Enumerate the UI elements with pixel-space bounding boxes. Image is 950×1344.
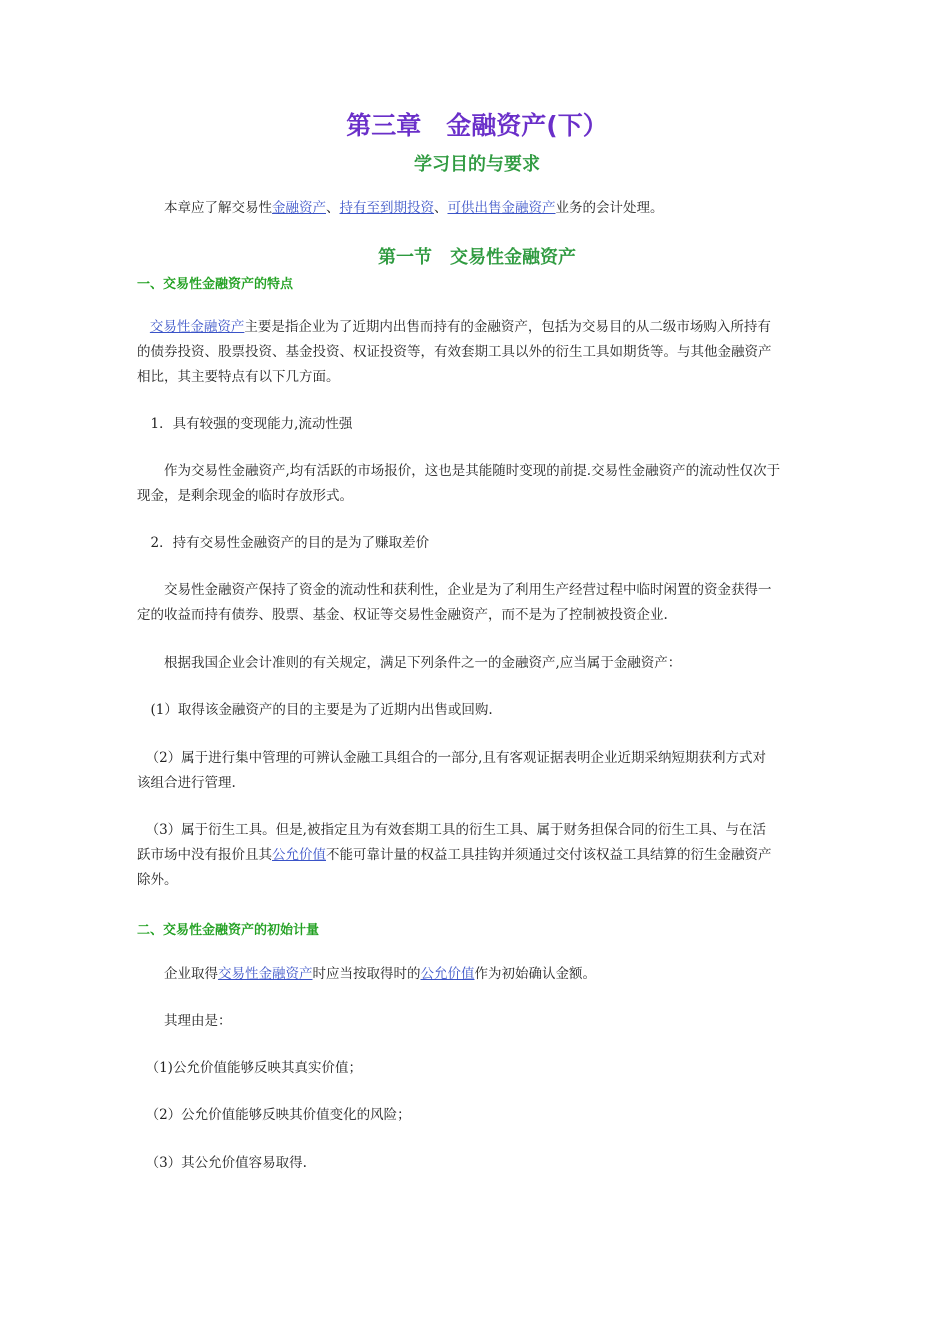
paragraph-text: 企业取得 [164,966,218,982]
condition-3 [137,818,819,893]
reason-3 [137,1151,819,1176]
paragraph-line: 现金，是剩余现金的临时存放形式。 [137,488,353,504]
held-to-maturity-link[interactable]: 持有至到期投资 [339,200,434,216]
paragraph-line: 交易性金融资产保持了资金的流动性和获利性，企业是为了利用生产经营过程中临时闲置的资金获得一 [164,582,772,598]
point-2-text: 2．持有交易性金融资产的目的是为了赚取差价 [150,535,430,551]
point-1 [137,412,819,437]
conditions-intro [137,651,819,676]
chapter-title: 第三章 金融资产(下） [346,111,608,140]
intro-text: 本章应了解交易性 [164,200,272,216]
conditions-intro-text: 根据我国企业会计准则的有关规定，满足下列条件之一的金融资产,应当属于金融资产： [164,655,682,671]
point-1-text: 1．具有较强的变现能力,流动性强 [150,416,353,432]
reason-1-text: （1)公允价值能够反映其真实价值； [145,1060,362,1076]
paragraph-line: 定的收益而持有债券、股票、基金、权证等交易性金融资产，而不是为了控制被投资企业. [137,607,668,623]
trading-financial-assets-link[interactable]: 交易性金融资产 [218,966,313,982]
section-title: 第一节 交易性金融资产 [378,247,576,268]
purpose-paragraph [137,578,819,628]
financial-assets-link[interactable]: 金融资产 [272,200,326,216]
paragraph-line: 该组合进行管理. [137,775,236,791]
fair-value-link[interactable]: 公允价值 [272,847,326,863]
trading-financial-assets-link[interactable]: 交易性金融资产 [149,319,245,335]
paragraph-text: 跃市场中没有报价且其 [137,847,272,863]
heading-initial-measurement: 二、交易性金融资产的初始计量 [137,923,320,938]
condition-1-text: (1）取得该金融资产的目的主要是为了近期内出售或回购. [150,702,493,718]
reasons-intro-text: 其理由是： [164,1013,232,1029]
paragraph-line: 的债券投资、股票投资、基金投资、权证投资等，有效套期工具以外的衍生工具如期货等。与其他金融资产 [137,344,772,360]
heading-characteristics: 一、交易性金融资产的特点 [137,277,294,292]
learning-objectives-heading: 学习目的与要求 [414,154,540,175]
paragraph-text: 作为初始确认金额。 [474,966,596,982]
initial-measurement-paragraph [137,962,819,987]
reason-1 [137,1056,819,1081]
intro-text-end: 业务的会计处理。 [555,200,664,216]
intro-separator: 、 [434,200,448,216]
paragraph-line: 作为交易性金融资产,均有活跃的市场报价，这也是其能随时变现的前提.交易性金融资产的流动性仅次于 [164,463,781,479]
definition-paragraph [137,315,819,390]
point-2 [137,531,819,556]
reason-2-text: （2）公允价值能够反映其价值变化的风险； [145,1107,411,1123]
intro-paragraph [137,196,819,221]
liquidity-paragraph [137,459,819,509]
reason-3-text: （3）其公允价值容易取得. [145,1155,307,1171]
intro-separator: 、 [326,200,340,216]
paragraph-line: （3）属于衍生工具。但是,被指定且为有效套期工具的衍生工具、属于财务担保合同的衍生工具、与在活 [145,822,766,838]
paragraph-line: 主要是指企业为了近期内出售而持有的金融资产，包括为交易目的从二级市场购入所持有 [244,319,771,335]
condition-1 [137,698,819,723]
reasons-intro [137,1009,819,1034]
fair-value-link[interactable]: 公允价值 [420,966,475,982]
paragraph-text: 不能可靠计量的权益工具挂钩并须通过交付该权益工具结算的衍生金融资产 [326,847,772,863]
paragraph-line: 相比，其主要特点有以下几方面。 [137,369,340,385]
reason-2 [137,1103,819,1128]
paragraph-text: 时应当按取得时的 [312,966,421,982]
paragraph-line: （2）属于进行集中管理的可辨认金融工具组合的一部分,且有客观证据表明企业近期采纳短期获利方式对 [145,750,766,766]
condition-2 [137,746,819,796]
available-for-sale-link[interactable]: 可供出售金融资产 [447,200,556,216]
paragraph-line: 除外。 [137,872,178,888]
